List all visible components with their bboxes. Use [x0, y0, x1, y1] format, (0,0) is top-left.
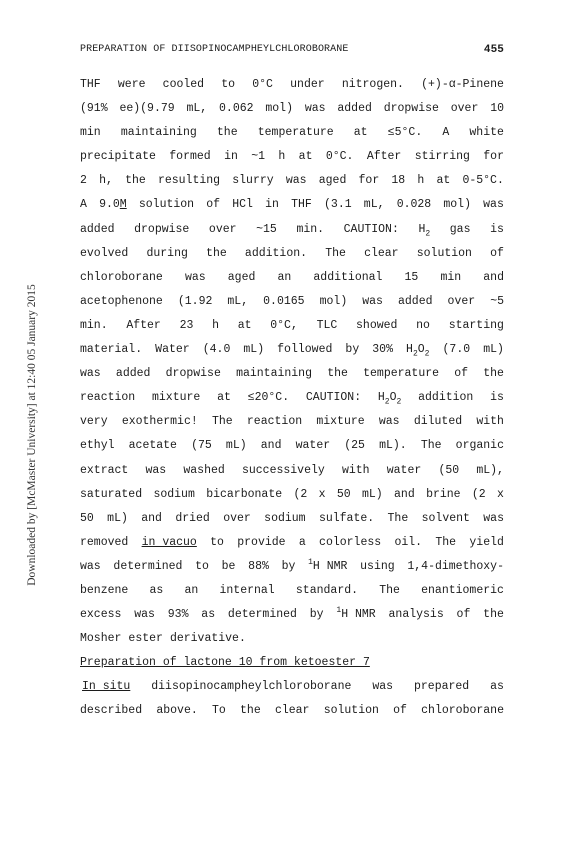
word: min.	[296, 222, 325, 236]
word: the	[327, 367, 348, 381]
word: CAUTION:	[305, 391, 362, 405]
word: 0.0165	[263, 294, 305, 308]
word: and	[394, 487, 415, 501]
word: benzene	[80, 583, 129, 597]
word: $H_2$	[418, 222, 431, 238]
word: solution	[138, 198, 195, 212]
word: analysis	[388, 608, 444, 622]
word: After	[126, 318, 161, 332]
word: prepared	[413, 680, 470, 694]
word: precipitate	[80, 150, 156, 164]
word: washed	[183, 463, 225, 477]
word: (75	[191, 439, 212, 453]
word: stirring	[414, 150, 470, 164]
word: dropwise	[165, 367, 221, 381]
word: determined	[113, 559, 183, 573]
word: ~15	[256, 222, 277, 236]
word: over	[450, 102, 479, 116]
word: as	[149, 583, 164, 597]
word: Water	[155, 343, 190, 357]
word: (4.0	[202, 343, 231, 357]
word: reaction	[80, 391, 136, 405]
word: added	[398, 294, 433, 308]
word: mixture	[152, 391, 201, 405]
download-watermark-text: Downloaded by [McMaster University] at 12:40 05 January 2015	[26, 284, 38, 586]
word: 0°C,	[270, 318, 298, 332]
word: 50	[336, 487, 351, 501]
word: at	[353, 126, 368, 140]
word: to	[210, 535, 224, 549]
word: was	[483, 511, 504, 525]
word: clear	[274, 704, 310, 718]
word: at	[237, 318, 252, 332]
word: ethyl	[80, 439, 115, 453]
word: for	[358, 174, 380, 188]
text-line	[80, 459, 504, 483]
word: To	[211, 704, 226, 718]
word: diluted	[413, 415, 463, 429]
word: 0.028	[396, 198, 432, 212]
word: is	[490, 391, 504, 405]
word: 0.062	[219, 102, 254, 116]
word: added	[337, 102, 372, 116]
word: with	[476, 415, 504, 429]
word: ester	[128, 632, 163, 646]
word: min.	[80, 318, 108, 332]
word: above.	[156, 704, 198, 718]
word: was	[134, 608, 155, 622]
word: 0°C.	[325, 150, 354, 164]
word: 1,4-dimethoxy-	[407, 559, 504, 573]
word: at	[436, 174, 451, 188]
word: dropwise	[134, 222, 190, 236]
paragraph-procedure	[80, 73, 504, 651]
word: The	[420, 439, 442, 453]
word: was	[372, 680, 394, 694]
word: ≤5°C.	[387, 126, 423, 140]
word: x	[497, 487, 504, 501]
word: was	[184, 270, 206, 284]
word: extract	[80, 463, 129, 477]
word: 15	[404, 270, 419, 284]
word: aged	[227, 270, 256, 284]
word: mol)	[443, 198, 471, 212]
word: gas	[449, 222, 471, 236]
text-line	[80, 555, 504, 579]
word: solution	[323, 704, 379, 718]
word: mol)	[265, 102, 293, 116]
word: removed	[80, 535, 129, 549]
text-line	[80, 73, 504, 97]
word: to	[195, 559, 209, 573]
word: standard.	[295, 583, 359, 597]
word: h	[417, 174, 425, 188]
word: as	[490, 680, 504, 694]
word: mL).	[379, 439, 407, 453]
word: solution	[416, 246, 472, 260]
word: maintaining	[120, 126, 197, 140]
text-line	[80, 410, 504, 434]
word: using	[360, 559, 395, 573]
word: cooled	[162, 78, 205, 91]
word: the	[125, 174, 146, 188]
word: by	[309, 608, 324, 622]
word: acetate	[128, 439, 177, 453]
word: over	[223, 511, 251, 525]
word: white	[469, 126, 504, 140]
word: bicarbonate	[206, 487, 283, 501]
word: diisopinocampheylchloroborane	[151, 680, 352, 694]
word: organic	[455, 439, 504, 453]
text-line	[80, 266, 504, 290]
word: at	[217, 391, 231, 405]
word: (50	[438, 463, 460, 477]
text-line	[80, 362, 504, 386]
word: (2	[471, 487, 486, 501]
word: successively	[241, 463, 325, 477]
text-line	[80, 434, 504, 458]
word: A	[442, 126, 450, 140]
word: formed	[169, 150, 211, 164]
word: acetophenone	[80, 294, 163, 308]
word: (3.1	[324, 198, 352, 212]
word: CAUTION:	[343, 222, 399, 236]
text-line	[80, 314, 504, 338]
word: of	[490, 246, 504, 260]
word: 18	[391, 174, 406, 188]
word: and	[141, 511, 162, 525]
word: colorless	[319, 535, 382, 549]
word: The	[211, 415, 233, 429]
word: x	[318, 487, 326, 501]
text-line	[80, 507, 504, 531]
word: in vacuo	[141, 535, 197, 549]
word: 93%	[167, 608, 189, 622]
word: ee)(9.79	[119, 102, 175, 116]
word: 10	[490, 102, 504, 116]
word: dropwise	[383, 102, 439, 116]
word: exothermic!	[121, 415, 198, 429]
word: $H_2O_2$	[377, 391, 402, 407]
word: resulting	[157, 174, 221, 188]
word: to	[221, 78, 236, 91]
word: maintaining	[236, 367, 312, 381]
word: an	[277, 270, 292, 284]
word: of	[454, 367, 469, 381]
word: 30%	[372, 343, 393, 357]
word: the	[206, 246, 227, 260]
word: 0-5°C.	[462, 174, 504, 188]
word: Mosher	[80, 632, 122, 646]
word: 23	[179, 318, 194, 332]
word: sodium	[264, 511, 306, 525]
word: HCl	[232, 198, 253, 212]
word: addition	[418, 391, 474, 405]
word: was	[378, 415, 400, 429]
word: clear	[364, 246, 399, 260]
word: provide	[237, 535, 286, 549]
text-line	[80, 627, 504, 651]
word: mL)	[225, 439, 247, 453]
word: A	[80, 198, 87, 212]
word: The	[435, 535, 457, 549]
word: of	[206, 198, 221, 212]
word: chloroborane	[421, 704, 504, 718]
word: additional	[313, 270, 383, 284]
text-line	[80, 483, 504, 507]
word: was	[304, 102, 326, 116]
word: excess	[80, 608, 122, 622]
word: sulfate.	[318, 511, 375, 525]
word: (91%	[80, 102, 108, 116]
text-line	[80, 145, 504, 169]
word: 9.0M	[99, 198, 127, 212]
word: by	[345, 343, 360, 357]
word: internal	[219, 583, 275, 597]
word: during	[146, 246, 188, 260]
word: temperature	[257, 126, 334, 140]
word: 88%	[248, 559, 269, 573]
text-line	[80, 218, 504, 242]
text-line	[80, 531, 504, 555]
word: evolved	[80, 246, 129, 260]
text-line	[80, 97, 504, 121]
text-line	[80, 675, 504, 699]
word: temperature	[363, 367, 440, 381]
text-line	[80, 169, 504, 193]
word: over	[208, 222, 237, 236]
word: The	[325, 246, 346, 260]
word: the	[216, 126, 238, 140]
word: mL)	[361, 487, 383, 501]
word: was	[362, 294, 383, 308]
word: in	[265, 198, 279, 212]
word: ~5	[490, 294, 504, 308]
page-header	[80, 44, 504, 60]
word: slurry	[232, 174, 274, 188]
word: (+)-α-Pinene	[421, 78, 504, 91]
word: $^1$H NMR	[336, 606, 376, 622]
word: addition.	[244, 246, 308, 260]
word: TLC	[316, 318, 338, 332]
word: be	[221, 559, 236, 573]
word: THF	[291, 198, 312, 212]
word: dried	[175, 511, 210, 525]
word: enantiomeric	[421, 583, 504, 597]
word: $H_2O_2$	[406, 343, 430, 359]
word: After	[366, 150, 402, 164]
word: and	[260, 439, 282, 453]
word: oil.	[394, 535, 423, 549]
word: in	[224, 150, 238, 164]
word: (25	[344, 439, 365, 453]
word: no	[416, 318, 430, 332]
word: an	[184, 583, 199, 597]
word: the	[483, 367, 504, 381]
word: The	[387, 511, 409, 525]
word: and	[483, 270, 504, 284]
word: mL,	[186, 102, 208, 116]
text-line	[80, 338, 504, 362]
word: sodium	[153, 487, 195, 501]
word: min	[440, 270, 462, 284]
word: mL)	[483, 343, 504, 357]
word: was	[145, 463, 167, 477]
word: mL,	[363, 198, 385, 212]
word: $^1$H NMR	[308, 558, 348, 573]
word: (1.92	[177, 294, 213, 308]
word: (2	[293, 487, 308, 501]
word: saturated	[80, 487, 143, 501]
word: was	[80, 559, 101, 573]
text-line	[80, 386, 504, 410]
word: showed	[356, 318, 398, 332]
text-line	[80, 193, 504, 217]
word: water	[295, 439, 331, 453]
word: mL),	[476, 463, 504, 477]
word: at	[298, 150, 313, 164]
word: (7.0	[442, 343, 471, 357]
word: reaction	[246, 415, 303, 429]
word: water	[386, 463, 422, 477]
word: described	[80, 704, 143, 718]
text-line	[80, 121, 504, 145]
word: 50	[80, 511, 94, 525]
running-title: PREPARATION OF DIISOPINOCAMPHEYLCHLOROBORANE	[80, 44, 349, 55]
word: h	[212, 318, 219, 332]
word: h	[278, 150, 286, 164]
word: solvent	[421, 511, 470, 525]
word: mL,	[227, 294, 249, 308]
page-number: 455	[483, 44, 504, 56]
paragraph-lactone	[80, 675, 504, 723]
word: added	[115, 367, 151, 381]
body-text	[80, 73, 504, 724]
word: mL)	[243, 343, 265, 357]
text-line	[80, 290, 504, 314]
word: was	[80, 367, 101, 381]
word: THF	[80, 78, 101, 91]
word: for	[483, 150, 504, 164]
word: under	[290, 78, 325, 91]
word: with	[341, 463, 370, 477]
word: In situ	[82, 680, 131, 694]
word: h,	[99, 174, 113, 188]
word: as	[201, 608, 216, 622]
section-heading	[80, 651, 504, 675]
text-line	[80, 242, 504, 266]
word: a	[298, 535, 306, 549]
word: material.	[80, 343, 143, 357]
word: mixture	[316, 415, 365, 429]
word: aged	[318, 174, 347, 188]
word: ≤20°C.	[247, 391, 290, 405]
word: The	[379, 583, 400, 597]
word: 2	[80, 174, 87, 188]
word: added	[80, 222, 115, 236]
word: by	[281, 559, 296, 573]
word: of	[393, 704, 407, 718]
word: was	[483, 198, 504, 212]
word: the	[240, 704, 261, 718]
word: the	[483, 608, 504, 622]
text-line	[80, 603, 504, 627]
word: of	[456, 608, 471, 622]
word: chloroborane	[80, 270, 163, 284]
download-watermark	[24, 270, 40, 600]
word: mL)	[107, 511, 128, 525]
word: mol)	[319, 294, 348, 308]
word: very	[80, 415, 108, 429]
word: over	[447, 294, 476, 308]
word: yield	[469, 535, 504, 549]
word: 0°C	[252, 78, 273, 91]
word: brine	[426, 487, 461, 501]
word: ~1	[251, 150, 266, 164]
word: was	[285, 174, 307, 188]
word: nitrogen.	[341, 78, 404, 91]
word: were	[117, 78, 146, 91]
text-line	[80, 699, 504, 723]
text-line	[80, 579, 504, 603]
word: determined	[227, 608, 297, 622]
word: is	[490, 222, 504, 236]
section-heading-text: Preparation of lactone 10 from ketoester 7	[80, 656, 370, 670]
word: derivative.	[169, 632, 246, 646]
word: starting	[448, 318, 504, 332]
word: min	[80, 126, 101, 140]
word: followed	[277, 343, 333, 357]
